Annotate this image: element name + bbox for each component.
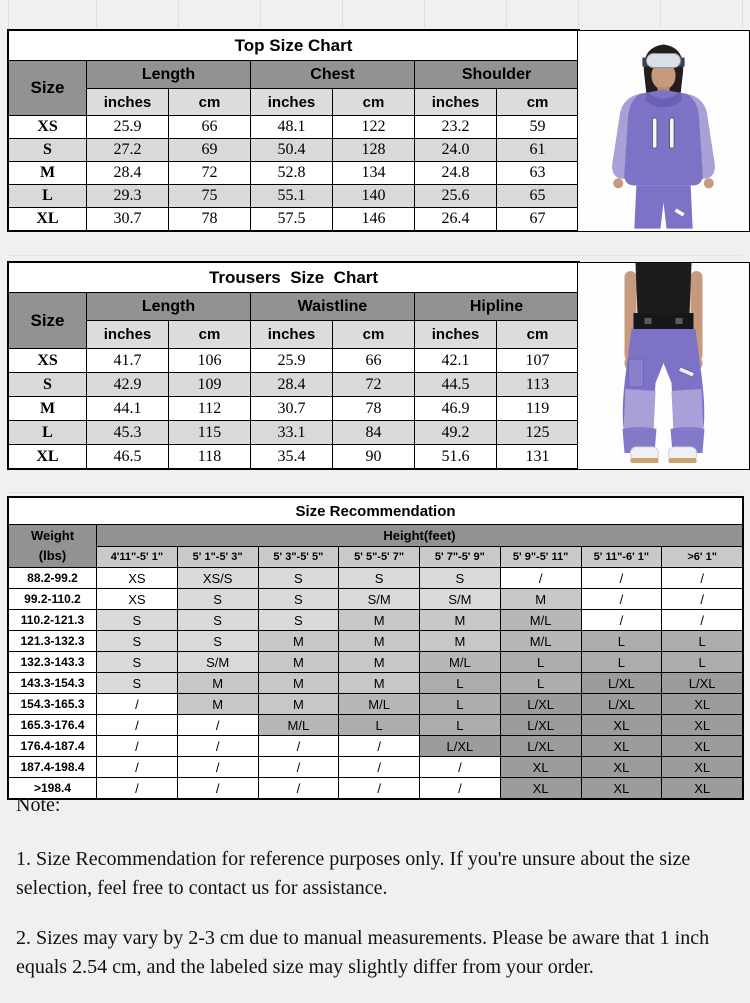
measurement-value: 48.1 bbox=[251, 116, 333, 139]
size-row bbox=[9, 162, 579, 185]
size-recommendation-cell: / bbox=[500, 568, 581, 589]
measurement-value: 107 bbox=[497, 349, 579, 373]
trousers-size-chart-title: Trousers Size Chart bbox=[9, 263, 579, 293]
weight-range: 99.2-110.2 bbox=[9, 589, 97, 610]
measurement-value: 26.4 bbox=[415, 208, 497, 231]
measurement-value: 35.4 bbox=[251, 445, 333, 469]
measurement-value: 28.4 bbox=[87, 162, 169, 185]
measurement-value: 125 bbox=[497, 421, 579, 445]
size-row bbox=[9, 116, 579, 139]
measurement-value: 65 bbox=[497, 185, 579, 208]
weight-unit-label: (lbs) bbox=[38, 548, 67, 563]
size-row bbox=[9, 373, 579, 397]
weight-range: 176.4-187.4 bbox=[9, 736, 97, 757]
measurement-value: 44.1 bbox=[87, 397, 169, 421]
height-range-header: 5' 9"-5' 11" bbox=[500, 547, 581, 568]
recommendation-row bbox=[9, 652, 743, 673]
size-value: S bbox=[9, 139, 87, 162]
measurement-value: 128 bbox=[333, 139, 415, 162]
size-recommendation-cell: S/M bbox=[177, 652, 258, 673]
size-recommendation-cell: S bbox=[177, 631, 258, 652]
size-recommendation-cell: M bbox=[339, 652, 420, 673]
note-item-1: 1. Size Recommendation for reference purposes only. If you're unsure about the size selection, feel free to contact us for assistance. bbox=[16, 848, 691, 899]
size-value: XL bbox=[9, 445, 87, 469]
notes-heading: Note: bbox=[16, 794, 61, 816]
size-recommendation-cell: S bbox=[258, 589, 339, 610]
length-group-header: Length bbox=[87, 61, 251, 89]
size-recommendation-cell: / bbox=[339, 736, 420, 757]
group-header-row bbox=[9, 293, 579, 321]
size-row bbox=[9, 349, 579, 373]
size-recommendation-cell: S bbox=[177, 610, 258, 631]
measurement-value: 75 bbox=[169, 185, 251, 208]
size-recommendation-cell: S bbox=[420, 568, 501, 589]
height-range-header: 5' 11"-6' 1" bbox=[581, 547, 662, 568]
size-value: L bbox=[9, 185, 87, 208]
trousers-product-photo bbox=[577, 262, 750, 470]
chest-group-header: Chest bbox=[251, 61, 415, 89]
height-range-header: 5' 7"-5' 9" bbox=[420, 547, 501, 568]
unit-header: cm bbox=[169, 321, 251, 349]
measurement-value: 78 bbox=[169, 208, 251, 231]
measurement-value: 27.2 bbox=[87, 139, 169, 162]
size-recommendation-title: Size Recommendation bbox=[9, 498, 743, 525]
size-recommendation-cell: L bbox=[420, 715, 501, 736]
measurement-value: 106 bbox=[169, 349, 251, 373]
size-recommendation-cell: / bbox=[662, 610, 743, 631]
length-group-header: Length bbox=[87, 293, 251, 321]
size-value: XL bbox=[9, 208, 87, 231]
measurement-value: 41.7 bbox=[87, 349, 169, 373]
size-recommendation-cell: L/XL bbox=[662, 673, 743, 694]
weight-column-header bbox=[9, 525, 97, 568]
size-recommendation-cell: L bbox=[581, 631, 662, 652]
measurement-value: 84 bbox=[333, 421, 415, 445]
measurement-value: 50.4 bbox=[251, 139, 333, 162]
size-recommendation-cell: S bbox=[258, 610, 339, 631]
size-row bbox=[9, 208, 579, 231]
size-recommendation-cell: / bbox=[177, 757, 258, 778]
weight-range: 121.3-132.3 bbox=[9, 631, 97, 652]
measurement-value: 25.6 bbox=[415, 185, 497, 208]
measurement-value: 140 bbox=[333, 185, 415, 208]
unit-header: cm bbox=[169, 89, 251, 116]
size-recommendation-cell: M/L bbox=[500, 610, 581, 631]
size-row bbox=[9, 445, 579, 469]
unit-header: inches bbox=[251, 321, 333, 349]
measurement-value: 45.3 bbox=[87, 421, 169, 445]
measurement-value: 109 bbox=[169, 373, 251, 397]
size-recommendation-cell: / bbox=[177, 778, 258, 799]
measurement-value: 112 bbox=[169, 397, 251, 421]
size-recommendation-cell: L bbox=[662, 631, 743, 652]
measurement-value: 23.2 bbox=[415, 116, 497, 139]
size-recommendation-cell: L/XL bbox=[581, 673, 662, 694]
measurement-value: 33.1 bbox=[251, 421, 333, 445]
hipline-group-header: Hipline bbox=[415, 293, 579, 321]
measurement-value: 59 bbox=[497, 116, 579, 139]
recommendation-row bbox=[9, 568, 743, 589]
measurement-value: 72 bbox=[169, 162, 251, 185]
recommendation-row bbox=[9, 757, 743, 778]
size-recommendation-cell: M bbox=[258, 694, 339, 715]
size-recommendation-cell: L bbox=[500, 652, 581, 673]
height-ranges-row bbox=[9, 547, 743, 568]
recommendation-row bbox=[9, 736, 743, 757]
weight-label: Weight bbox=[30, 527, 75, 543]
table-title-row bbox=[9, 31, 579, 61]
size-recommendation-cell: / bbox=[97, 736, 178, 757]
measurement-value: 46.9 bbox=[415, 397, 497, 421]
measurement-value: 30.7 bbox=[87, 208, 169, 231]
measurement-value: 115 bbox=[169, 421, 251, 445]
weight-range: 165.3-176.4 bbox=[9, 715, 97, 736]
size-value: XS bbox=[9, 349, 87, 373]
size-recommendation-cell: XL bbox=[581, 715, 662, 736]
weight-range: 88.2-99.2 bbox=[9, 568, 97, 589]
measurement-value: 42.1 bbox=[415, 349, 497, 373]
size-recommendation-cell: XL bbox=[662, 757, 743, 778]
size-column-header: Size bbox=[9, 61, 87, 116]
size-recommendation-cell: L bbox=[500, 673, 581, 694]
size-recommendation-cell: M bbox=[500, 589, 581, 610]
notes-section bbox=[16, 794, 728, 1003]
measurement-value: 134 bbox=[333, 162, 415, 185]
size-recommendation-cell: S bbox=[258, 568, 339, 589]
recommendation-row bbox=[9, 631, 743, 652]
size-recommendation-cell: XL bbox=[662, 736, 743, 757]
measurement-value: 67 bbox=[497, 208, 579, 231]
size-recommendation-cell: XL bbox=[500, 778, 581, 799]
height-range-header: 4'11"-5' 1" bbox=[97, 547, 178, 568]
size-recommendation-cell: / bbox=[581, 589, 662, 610]
size-recommendation-cell: S/M bbox=[339, 589, 420, 610]
measurement-value: 119 bbox=[497, 397, 579, 421]
size-row bbox=[9, 397, 579, 421]
height-range-header: 5' 5"-5' 7" bbox=[339, 547, 420, 568]
size-recommendation-cell: / bbox=[339, 778, 420, 799]
size-recommendation-cell: / bbox=[97, 694, 178, 715]
measurement-value: 51.6 bbox=[415, 445, 497, 469]
measurement-value: 66 bbox=[333, 349, 415, 373]
size-recommendation-cell: M bbox=[339, 631, 420, 652]
size-recommendation-cell: / bbox=[97, 778, 178, 799]
size-recommendation-cell: S bbox=[97, 652, 178, 673]
size-recommendation-cell: M bbox=[420, 610, 501, 631]
size-column-header: Size bbox=[9, 293, 87, 349]
size-recommendation-cell: XL bbox=[662, 778, 743, 799]
measurement-value: 57.5 bbox=[251, 208, 333, 231]
size-recommendation-cell: M bbox=[177, 673, 258, 694]
size-recommendation-cell: M/L bbox=[258, 715, 339, 736]
size-recommendation-cell: L bbox=[420, 694, 501, 715]
measurement-value: 113 bbox=[497, 373, 579, 397]
measurement-value: 42.9 bbox=[87, 373, 169, 397]
size-recommendation-cell: / bbox=[258, 757, 339, 778]
size-recommendation-cell: M/L bbox=[420, 652, 501, 673]
weight-range: 154.3-165.3 bbox=[9, 694, 97, 715]
measurement-value: 131 bbox=[497, 445, 579, 469]
size-recommendation-cell: M bbox=[339, 610, 420, 631]
unit-header: inches bbox=[87, 89, 169, 116]
measurement-value: 52.8 bbox=[251, 162, 333, 185]
top-size-chart-table bbox=[8, 30, 579, 231]
size-recommendation-cell: L bbox=[581, 652, 662, 673]
size-recommendation-cell: M/L bbox=[339, 694, 420, 715]
unit-header: inches bbox=[87, 321, 169, 349]
units-header-row bbox=[9, 321, 579, 349]
recommendation-row bbox=[9, 610, 743, 631]
measurement-value: 61 bbox=[497, 139, 579, 162]
size-value: M bbox=[9, 162, 87, 185]
size-recommendation-cell: XS bbox=[97, 589, 178, 610]
waistline-group-header: Waistline bbox=[251, 293, 415, 321]
unit-header: cm bbox=[497, 321, 579, 349]
unit-header: cm bbox=[333, 89, 415, 116]
size-recommendation-cell: S bbox=[97, 631, 178, 652]
size-recommendation-cell: / bbox=[97, 715, 178, 736]
measurement-value: 49.2 bbox=[415, 421, 497, 445]
size-recommendation-table bbox=[8, 497, 743, 799]
size-recommendation-cell: M bbox=[258, 652, 339, 673]
size-recommendation-cell: S bbox=[339, 568, 420, 589]
weight-range: 110.2-121.3 bbox=[9, 610, 97, 631]
measurement-value: 24.8 bbox=[415, 162, 497, 185]
size-recommendation-cell: / bbox=[258, 778, 339, 799]
size-recommendation-cell: L bbox=[339, 715, 420, 736]
measurement-value: 24.0 bbox=[415, 139, 497, 162]
size-recommendation-cell: / bbox=[581, 610, 662, 631]
recommendation-row bbox=[9, 589, 743, 610]
size-row bbox=[9, 185, 579, 208]
unit-header: inches bbox=[415, 89, 497, 116]
size-recommendation-cell: XS bbox=[97, 568, 178, 589]
shoulder-group-header: Shoulder bbox=[415, 61, 579, 89]
size-recommendation-cell: L/XL bbox=[500, 736, 581, 757]
size-recommendation-cell: M bbox=[258, 673, 339, 694]
size-recommendation-cell: L/XL bbox=[500, 694, 581, 715]
measurement-value: 55.1 bbox=[251, 185, 333, 208]
measurement-value: 44.5 bbox=[415, 373, 497, 397]
measurement-value: 63 bbox=[497, 162, 579, 185]
size-recommendation-cell: L bbox=[420, 673, 501, 694]
size-recommendation-cell: XL bbox=[581, 757, 662, 778]
size-recommendation-cell: M bbox=[339, 673, 420, 694]
size-recommendation-cell: / bbox=[177, 736, 258, 757]
size-recommendation-cell: XL bbox=[581, 736, 662, 757]
measurement-value: 29.3 bbox=[87, 185, 169, 208]
size-recommendation-cell: XL bbox=[581, 778, 662, 799]
height-range-header: >6' 1" bbox=[662, 547, 743, 568]
size-recommendation-cell: / bbox=[581, 568, 662, 589]
weight-range: >198.4 bbox=[9, 778, 97, 799]
unit-header: inches bbox=[415, 321, 497, 349]
size-recommendation-cell: M/L bbox=[500, 631, 581, 652]
measurement-value: 66 bbox=[169, 116, 251, 139]
size-recommendation-cell: M bbox=[177, 694, 258, 715]
measurement-value: 25.9 bbox=[251, 349, 333, 373]
measurement-value: 30.7 bbox=[251, 397, 333, 421]
group-header-row bbox=[9, 61, 579, 89]
size-row bbox=[9, 421, 579, 445]
size-recommendation-cell: L/XL bbox=[500, 715, 581, 736]
table-title-row bbox=[9, 263, 579, 293]
size-recommendation-cell: M bbox=[258, 631, 339, 652]
recommendation-row bbox=[9, 673, 743, 694]
weight-range: 132.3-143.3 bbox=[9, 652, 97, 673]
size-recommendation-cell: S bbox=[177, 589, 258, 610]
weight-range: 143.3-154.3 bbox=[9, 673, 97, 694]
top-size-chart-title: Top Size Chart bbox=[9, 31, 579, 61]
measurement-value: 146 bbox=[333, 208, 415, 231]
size-recommendation-cell: XL bbox=[500, 757, 581, 778]
measurement-value: 122 bbox=[333, 116, 415, 139]
size-recommendation-cell: S bbox=[97, 673, 178, 694]
size-recommendation-cell: XS/S bbox=[177, 568, 258, 589]
measurement-value: 90 bbox=[333, 445, 415, 469]
height-range-header: 5' 1"-5' 3" bbox=[177, 547, 258, 568]
measurement-value: 46.5 bbox=[87, 445, 169, 469]
recommendation-row bbox=[9, 715, 743, 736]
height-range-header: 5' 3"-5' 5" bbox=[258, 547, 339, 568]
size-recommendation-cell: / bbox=[177, 715, 258, 736]
recommendation-row bbox=[9, 694, 743, 715]
size-value: M bbox=[9, 397, 87, 421]
size-row bbox=[9, 139, 579, 162]
height-group-header: Height(feet) bbox=[97, 525, 743, 547]
unit-header: cm bbox=[497, 89, 579, 116]
size-recommendation-cell: S/M bbox=[420, 589, 501, 610]
measurement-value: 25.9 bbox=[87, 116, 169, 139]
size-recommendation-cell: L/XL bbox=[420, 736, 501, 757]
trousers-size-chart-table bbox=[8, 262, 579, 469]
size-recommendation-cell: S bbox=[97, 610, 178, 631]
size-recommendation-cell: / bbox=[662, 589, 743, 610]
trousers-photo-illustration bbox=[578, 263, 749, 469]
size-value: S bbox=[9, 373, 87, 397]
jacket-product-photo bbox=[577, 30, 750, 232]
measurement-value: 118 bbox=[169, 445, 251, 469]
measurement-value: 69 bbox=[169, 139, 251, 162]
size-recommendation-cell: / bbox=[258, 736, 339, 757]
unit-header: cm bbox=[333, 321, 415, 349]
measurement-value: 78 bbox=[333, 397, 415, 421]
weight-range: 187.4-198.4 bbox=[9, 757, 97, 778]
size-recommendation-cell: / bbox=[97, 757, 178, 778]
size-value: XS bbox=[9, 116, 87, 139]
measurement-value: 28.4 bbox=[251, 373, 333, 397]
jacket-photo-illustration bbox=[578, 31, 749, 231]
size-recommendation-cell: / bbox=[339, 757, 420, 778]
note-item-2: 2. Sizes may vary by 2-3 cm due to manual measurements. Please be aware that 1 inch equals 2.54 cm, and the labeled size may slightly differ from your order. bbox=[16, 927, 710, 978]
size-value: L bbox=[9, 421, 87, 445]
unit-header: inches bbox=[251, 89, 333, 116]
size-recommendation-cell: L bbox=[662, 652, 743, 673]
size-recommendation-cell: M bbox=[420, 631, 501, 652]
measurement-value: 72 bbox=[333, 373, 415, 397]
size-recommendation-cell: XL bbox=[662, 715, 743, 736]
size-recommendation-cell: XL bbox=[662, 694, 743, 715]
size-recommendation-cell: / bbox=[420, 757, 501, 778]
units-header-row bbox=[9, 89, 579, 116]
size-recommendation-cell: / bbox=[420, 778, 501, 799]
size-recommendation-cell: / bbox=[662, 568, 743, 589]
size-recommendation-cell: L/XL bbox=[581, 694, 662, 715]
header-row bbox=[9, 525, 743, 547]
table-title-row bbox=[9, 498, 743, 525]
